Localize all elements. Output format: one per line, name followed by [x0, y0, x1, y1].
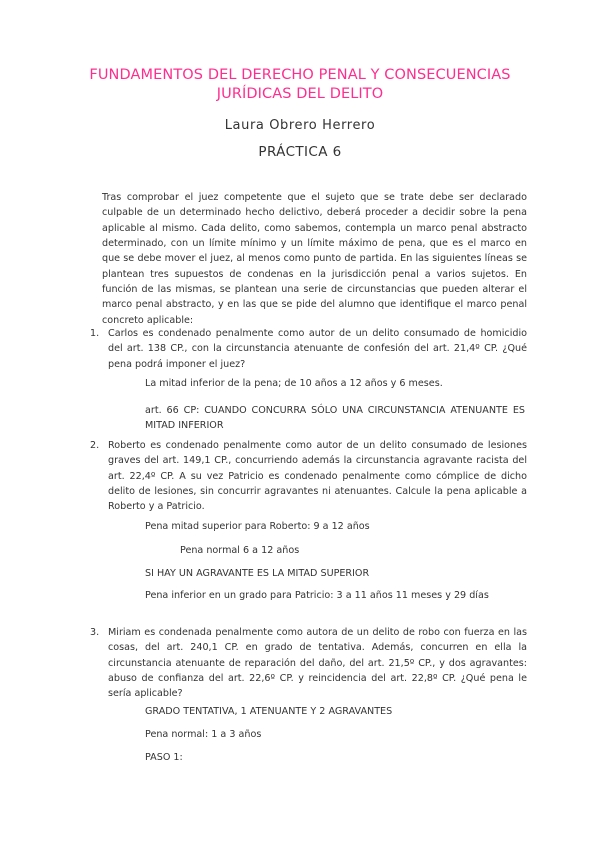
question-text: Roberto es condenado penalmente como autor de un delito consumado de lesiones graves del art. 149,1 CP., concurriendo además la circunstancia agravante racista del art. 22,4º CP. A su vez Patricio es condenado penalmente como cómplice de dicho delito de lesiones, sin concurrir agravantes ni atenuantes. Calcule la pena aplicable a Roberto y a Patricio.	[108, 440, 527, 513]
author-name: Laura Obrero Herrero	[224, 118, 376, 133]
question-text: Miriam es condenada penalmente como autora de un delito de robo con fuerza en las cosas, del art. 240,1 CP. en grado de tentativa. Además, concurren en ella la circunstancia atenuante de reparación del daño, del art. 21,5º CP., y dos agravantes: abuso de confianza del art. 22,6º CP. y reincidencia del art. 22,8º CP. ¿Qué pena le sería aplicable?	[108, 627, 527, 700]
question-1	[90, 326, 527, 372]
answer-line: Pena mitad superior para Roberto: 9 a 12 años	[145, 521, 370, 532]
question-2	[90, 438, 527, 515]
question-3	[90, 625, 527, 702]
answer-line: art. 66 CP: CUANDO CONCURRA SÓLO UNA CIRCUNSTANCIA ATENUANTE ES MITAD INFERIOR	[145, 405, 525, 432]
answer-line: PASO 1:	[145, 752, 183, 763]
document-title: FUNDAMENTOS DEL DERECHO PENAL Y CONSECUENCIAS JURÍDICAS DEL DELITO	[89, 67, 511, 102]
answer-line: SI HAY UN AGRAVANTE ES LA MITAD SUPERIOR	[145, 568, 370, 579]
answer-line: Pena inferior en un grado para Patricio: 3 a 11 años 11 meses y 29 días	[145, 590, 489, 601]
answer-line: Pena normal: 1 a 3 años	[145, 729, 262, 740]
question-text: Carlos es condenado penalmente como autor de un delito consumado de homicidio del art. 138 CP., con la circunstancia atenuante de confesión del art. 21,4º CP. ¿Qué pena podrá imponer el juez?	[108, 328, 527, 370]
intro-paragraph: Tras comprobar el juez competente que el sujeto que se trate debe ser declarado culpable de un determinado hecho delictivo, deberá proceder a decidir sobre la pena aplicable al mismo. Cada delito, como sabemos, contempla un marco penal abstracto determinado, con un límite mínimo y un límite máximo de pena, que es el marco en que se debe mover el juez, al menos como punto de partida. En las siguientes líneas se plantean tres supuestos de condenas en la jurisdicción penal a varios sujetos. En función de las mismas, se plantean una serie de circunstancias que pueden alterar el marco penal abstracto, y en las que se pide del alumno que identifique el marco penal concreto aplicable:	[102, 192, 527, 326]
answer-line: GRADO TENTATIVA, 1 ATENUANTE Y 2 AGRAVANTES	[145, 706, 393, 717]
practice-heading: PRÁCTICA 6	[258, 144, 342, 160]
question-number: 1.	[90, 328, 100, 339]
question-number: 3.	[90, 627, 100, 638]
question-number: 2.	[90, 440, 100, 451]
answer-line: Pena normal 6 a 12 años	[180, 545, 300, 556]
answer-line: La mitad inferior de la pena; de 10 años a 12 años y 6 meses.	[145, 378, 443, 389]
